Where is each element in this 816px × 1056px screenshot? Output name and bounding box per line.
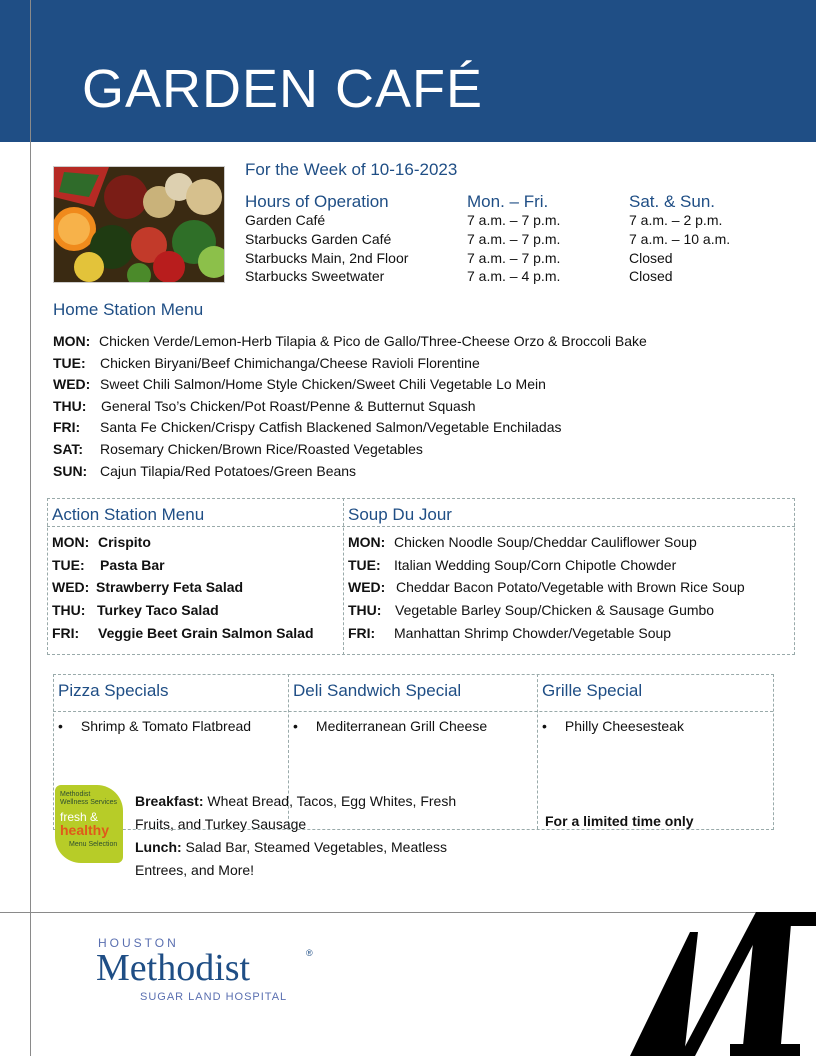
specials-header-rule — [53, 711, 773, 712]
action-soup-header-rule — [47, 526, 795, 527]
menu-day: TUE: — [53, 355, 86, 371]
hours-weekday-heading: Mon. – Fri. — [467, 192, 549, 211]
specials-divider-2 — [537, 674, 538, 829]
soup-text: Chicken Noodle Soup/Cheddar Cauliflower Soup — [394, 534, 697, 550]
lunch-text-1: Salad Bar, Steamed Vegetables, Meatless — [185, 839, 448, 855]
badge-line-3: fresh & — [60, 810, 99, 824]
menu-text: Chicken Verde/Lemon-Herb Tilapia & Pico de Gallo/Three-Cheese Orzo & Broccoli Bake — [99, 333, 647, 349]
menu-row — [53, 441, 423, 457]
limited-time-note: For a limited time only — [545, 813, 694, 829]
menu-text: General Tso’s Chicken/Pot Roast/Penne & Butternut Squash — [101, 398, 476, 414]
hours-row-weekday: 7 a.m. – 7 p.m. — [467, 250, 561, 266]
hours-row-name: Starbucks Sweetwater — [245, 268, 385, 284]
badge-line-1: Methodist — [60, 791, 91, 798]
menu-day: SUN: — [53, 463, 88, 479]
hours-row-weekday: 7 a.m. – 7 p.m. — [467, 212, 561, 228]
home-station-heading: Home Station Menu — [53, 300, 204, 319]
action-day: MON: — [52, 534, 90, 550]
badge-line-2: Wellness Services — [60, 799, 118, 806]
soup-row — [348, 625, 671, 641]
houston-methodist-logo — [78, 924, 330, 1012]
menu-day: SAT: — [53, 441, 84, 457]
menu-day: MON: — [53, 333, 91, 349]
grille-item: • Philly Cheesesteak — [542, 718, 684, 734]
hours-row-weekend: 7 a.m. – 2 p.m. — [629, 212, 723, 228]
soup-row — [348, 602, 714, 618]
menu-text: Santa Fe Chicken/Crispy Catfish Blackened Salmon/Vegetable Enchiladas — [100, 419, 562, 435]
menu-row — [53, 333, 647, 349]
menu-row — [53, 419, 561, 435]
hours-row-weekend: Closed — [629, 268, 673, 284]
action-text: Turkey Taco Salad — [97, 602, 219, 618]
logo-bottom: SUGAR LAND HOSPITAL — [140, 991, 288, 1003]
menu-text: Chicken Biryani/Beef Chimichanga/Cheese Ravioli Florentine — [100, 355, 480, 371]
action-day: FRI: — [52, 625, 80, 641]
action-row — [52, 557, 165, 573]
page-title: GARDEN CAFÉ — [82, 59, 484, 119]
breakfast-block — [135, 790, 456, 882]
menu-row — [53, 376, 546, 392]
deli-item: • Mediterranean Grill Cheese — [293, 718, 487, 734]
breakfast-line — [135, 790, 456, 813]
grille-heading: Grille Special — [542, 681, 643, 700]
action-text: Pasta Bar — [100, 557, 165, 573]
badge-line-5: Menu Selection — [69, 841, 118, 848]
action-row — [52, 602, 219, 618]
hours-row-weekday: 7 a.m. – 7 p.m. — [467, 231, 561, 247]
soup-day: FRI: — [348, 625, 376, 641]
action-text: Veggie Beet Grain Salmon Salad — [98, 625, 314, 641]
pizza-heading: Pizza Specials — [58, 681, 169, 700]
deli-heading: Deli Sandwich Special — [293, 681, 462, 700]
action-text: Strawberry Feta Salad — [96, 579, 244, 595]
action-row — [52, 625, 314, 641]
hours-row-name: Starbucks Garden Café — [245, 231, 392, 247]
action-row — [52, 579, 243, 595]
menu-text: Cajun Tilapia/Red Potatoes/Green Beans — [100, 463, 357, 479]
menu-day: THU: — [53, 398, 87, 414]
hours-row-weekend: 7 a.m. – 10 a.m. — [629, 231, 731, 247]
soup-day: TUE: — [348, 557, 381, 573]
menu-text: Rosemary Chicken/Brown Rice/Roasted Vegetables — [100, 441, 423, 457]
hours-row-name: Garden Café — [245, 212, 326, 228]
breakfast-label: Breakfast: — [135, 793, 204, 809]
action-text: Crispito — [98, 534, 151, 550]
badge-line-4: healthy — [60, 822, 110, 838]
hours-weekend-heading: Sat. & Sun. — [629, 192, 715, 211]
menu-row — [53, 463, 356, 479]
lunch-line — [135, 836, 456, 859]
soup-day: THU: — [348, 602, 382, 618]
hours-row-weekday: 7 a.m. – 4 p.m. — [467, 268, 561, 284]
soup-row — [348, 557, 676, 573]
soup-text: Manhattan Shrimp Chowder/Vegetable Soup — [394, 625, 672, 641]
action-day: THU: — [52, 602, 86, 618]
week-label: For the Week of 10-16-2023 — [245, 160, 458, 179]
hours-heading: Hours of Operation — [245, 192, 389, 211]
produce-photo — [53, 166, 225, 283]
hours-row-name: Starbucks Main, 2nd Floor — [245, 250, 409, 266]
action-day: WED: — [52, 579, 90, 595]
soup-text: Italian Wedding Soup/Corn Chipotle Chowder — [394, 557, 677, 573]
soup-text: Vegetable Barley Soup/Chicken & Sausage Gumbo — [395, 602, 715, 618]
lunch-label: Lunch: — [135, 839, 182, 855]
margin-rule-vertical — [30, 0, 31, 1056]
menu-day: FRI: — [53, 419, 81, 435]
action-day: TUE: — [52, 557, 85, 573]
soup-text: Cheddar Bacon Potato/Vegetable with Brown Rice Soup — [396, 579, 745, 595]
hours-row-weekend: Closed — [629, 250, 673, 266]
logo-main: Methodist — [96, 947, 251, 989]
pizza-item: • Shrimp & Tomato Flatbread — [58, 718, 251, 734]
menu-day: WED: — [53, 376, 91, 392]
logo-reg: ® — [306, 948, 313, 958]
fresh-healthy-badge — [55, 785, 123, 863]
action-soup-divider — [343, 498, 344, 655]
logo-top: HOUSTON — [98, 936, 179, 950]
soup-row — [348, 579, 745, 595]
menu-row — [53, 398, 476, 414]
breakfast-text-2: Fruits, and Turkey Sausage — [135, 816, 307, 832]
action-row — [52, 534, 151, 550]
lunch-text-2: Entrees, and More! — [135, 862, 255, 878]
action-station-heading: Action Station Menu — [52, 505, 205, 524]
soup-day: WED: — [348, 579, 386, 595]
menu-text: Sweet Chili Salmon/Home Style Chicken/Sweet Chili Vegetable Lo Mein — [100, 376, 546, 392]
soup-heading: Soup Du Jour — [348, 505, 452, 524]
methodist-m-emblem — [620, 912, 816, 1056]
soup-day: MON: — [348, 534, 386, 550]
menu-row — [53, 355, 480, 371]
breakfast-text-1: Wheat Bread, Tacos, Egg Whites, Fresh — [207, 793, 457, 809]
soup-row — [348, 534, 697, 550]
